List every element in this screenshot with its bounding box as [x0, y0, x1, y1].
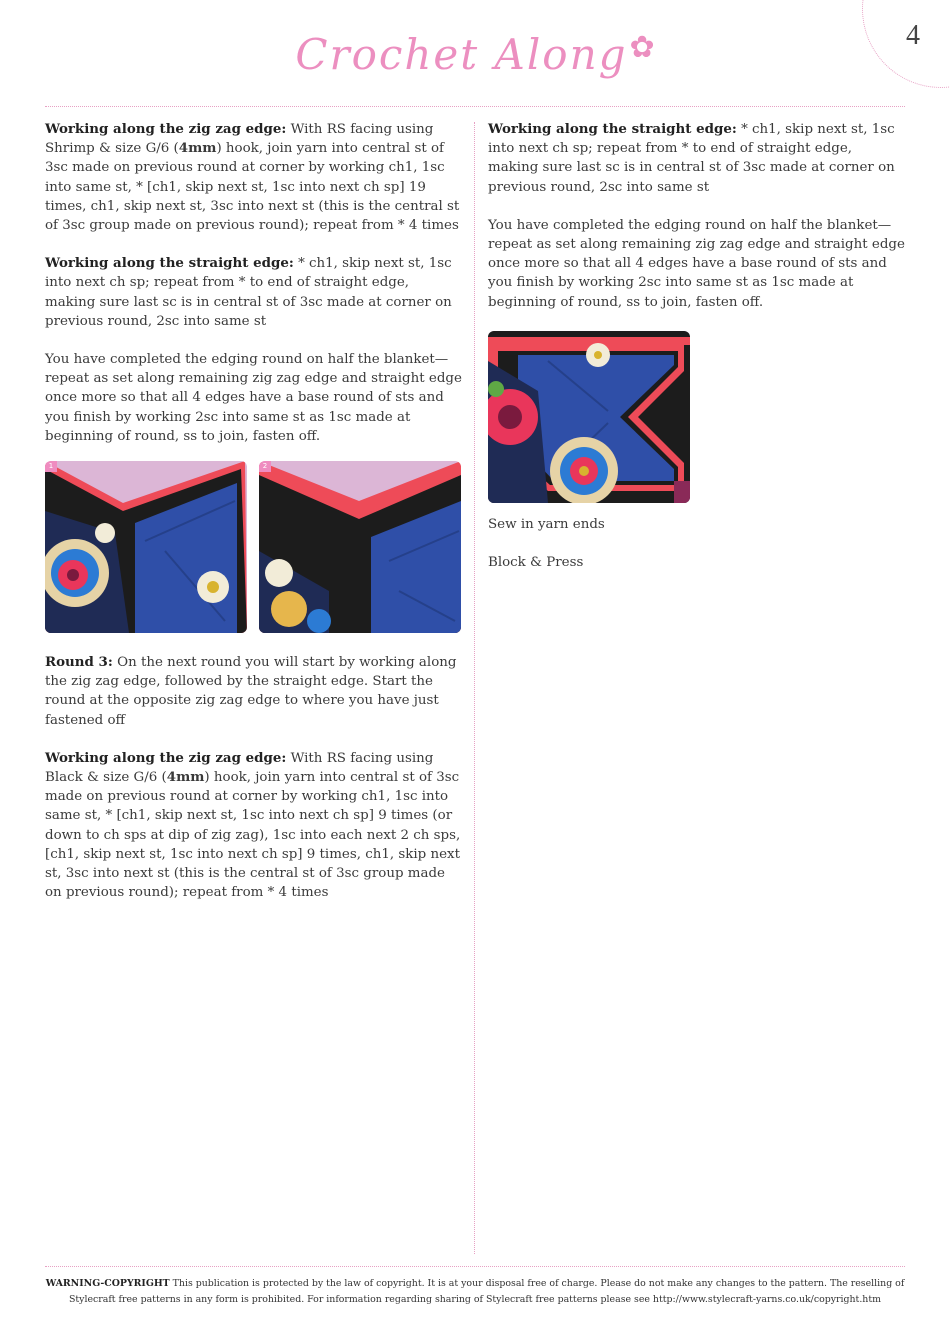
footer-divider	[45, 1266, 905, 1267]
warning-label: WARNING-COPYRIGHT	[45, 1278, 170, 1289]
photo-badge: 1	[45, 461, 57, 472]
photo-row	[45, 461, 461, 633]
instruction-text: With RS facing using Shrimp & size G/6 (	[45, 122, 434, 157]
copyright-footer	[45, 1276, 905, 1307]
instruction-text: ) hook, join yarn into central st of 3sc made on previous round at corner by working ch1, 1sc into same st, * [ch1, skip next st, 1sc into next ch sp] 19 times, ch1, skip next st, 3sc into next st (this is the central st of 3sc group made on previous round); repeat from * 4 times	[45, 141, 460, 234]
header-divider	[45, 106, 905, 107]
instruction-text: On the next round you will start by working along the zig zag edge, followed by the straight edge. Start the round at the opposite zig zag edge to where you have just fastened off	[45, 655, 457, 728]
hook-size: 4mm	[166, 769, 205, 786]
instruction-text: With RS facing using Black & size G/6 (	[45, 750, 434, 786]
logo-text: Crochet Along	[295, 30, 628, 79]
completion-instructions: You have completed the edging round on half the blanket—repeat as set along remaining zig zag edge and straight edge once more so that all 4 edges have a base round of sts and you finish by working 2sc into same st as 1sc made at beginning of round, ss to join, fasten off.	[45, 352, 462, 444]
step-photo-2	[259, 461, 461, 633]
block-press-text: Block & Press	[488, 555, 584, 571]
left-column	[45, 120, 463, 921]
instruction-text: ) hook, join yarn into central st of 3sc made on previous round at corner by working ch1, 1sc into same st, * [ch1, skip next st, 1sc into next ch sp] 9 times (or down to ch sps at dip of zig zag), 1sc into each next 2 ch sps, [ch1, skip next st, 1sc into next ch sp] 9 times, ch1, skip next st, 3sc into next st (this is the central st of 3sc group made on previous round); repeat from * 4 times	[45, 770, 461, 901]
copyright-text: This publication is protected by the law of copyright. It is at your disposal free of charge. Please do not make any changes to the pattern. The reselling of Stylecraft free patterns in any form is prohibited. For information regarding sharing of Stylecraft free patterns please see http://www.stylecraft-yarns.co.uk/copyright.htm	[68, 1278, 905, 1305]
hook-size: 4mm	[178, 140, 217, 157]
instruction-text: * ch1, skip next st, 1sc into next ch sp; repeat from * to end of straight edge, making sure last sc is in central st of 3sc made at corner on previous round, 2sc into same st	[488, 122, 895, 195]
straight-edge-instructions	[488, 120, 906, 197]
crochet-along-logo	[0, 30, 950, 79]
round-3-instructions	[45, 653, 463, 730]
section-label: Working along the straight edge:	[45, 255, 294, 272]
column-divider	[474, 122, 475, 1254]
flower-icon: ✿	[629, 30, 655, 65]
section-label: Working along the straight edge:	[488, 121, 737, 137]
page-number: 4	[906, 20, 920, 51]
section-label: Working along the zig zag edge:	[45, 121, 287, 137]
section-label: Round 3:	[45, 654, 113, 671]
straight-edge-instructions	[45, 254, 463, 331]
finished-edge-photo	[488, 331, 690, 503]
instruction-text: * ch1, skip next st, 1sc into next ch sp; repeat from * to end of straight edge, making sure last sc is in central st of 3sc made at corner on previous round, 2sc into same st	[45, 256, 452, 329]
zigzag-edge-black-instructions	[45, 749, 463, 903]
step-photo-1	[45, 461, 247, 633]
completion-instructions: You have completed the edging round on half the blanket—repeat as set along remaining zig zag edge and straight edge once more so that all 4 edges have a base round of sts and you finish by working 2sc into same st as 1sc made at beginning of round, ss to join, fasten off.	[488, 217, 905, 310]
photo-badge: 2	[259, 461, 271, 472]
right-column	[488, 120, 906, 591]
section-label: Working along the zig zag edge:	[45, 749, 287, 766]
zigzag-edge-instructions	[45, 120, 463, 235]
sew-in-ends-text: Sew in yarn ends	[488, 516, 605, 532]
